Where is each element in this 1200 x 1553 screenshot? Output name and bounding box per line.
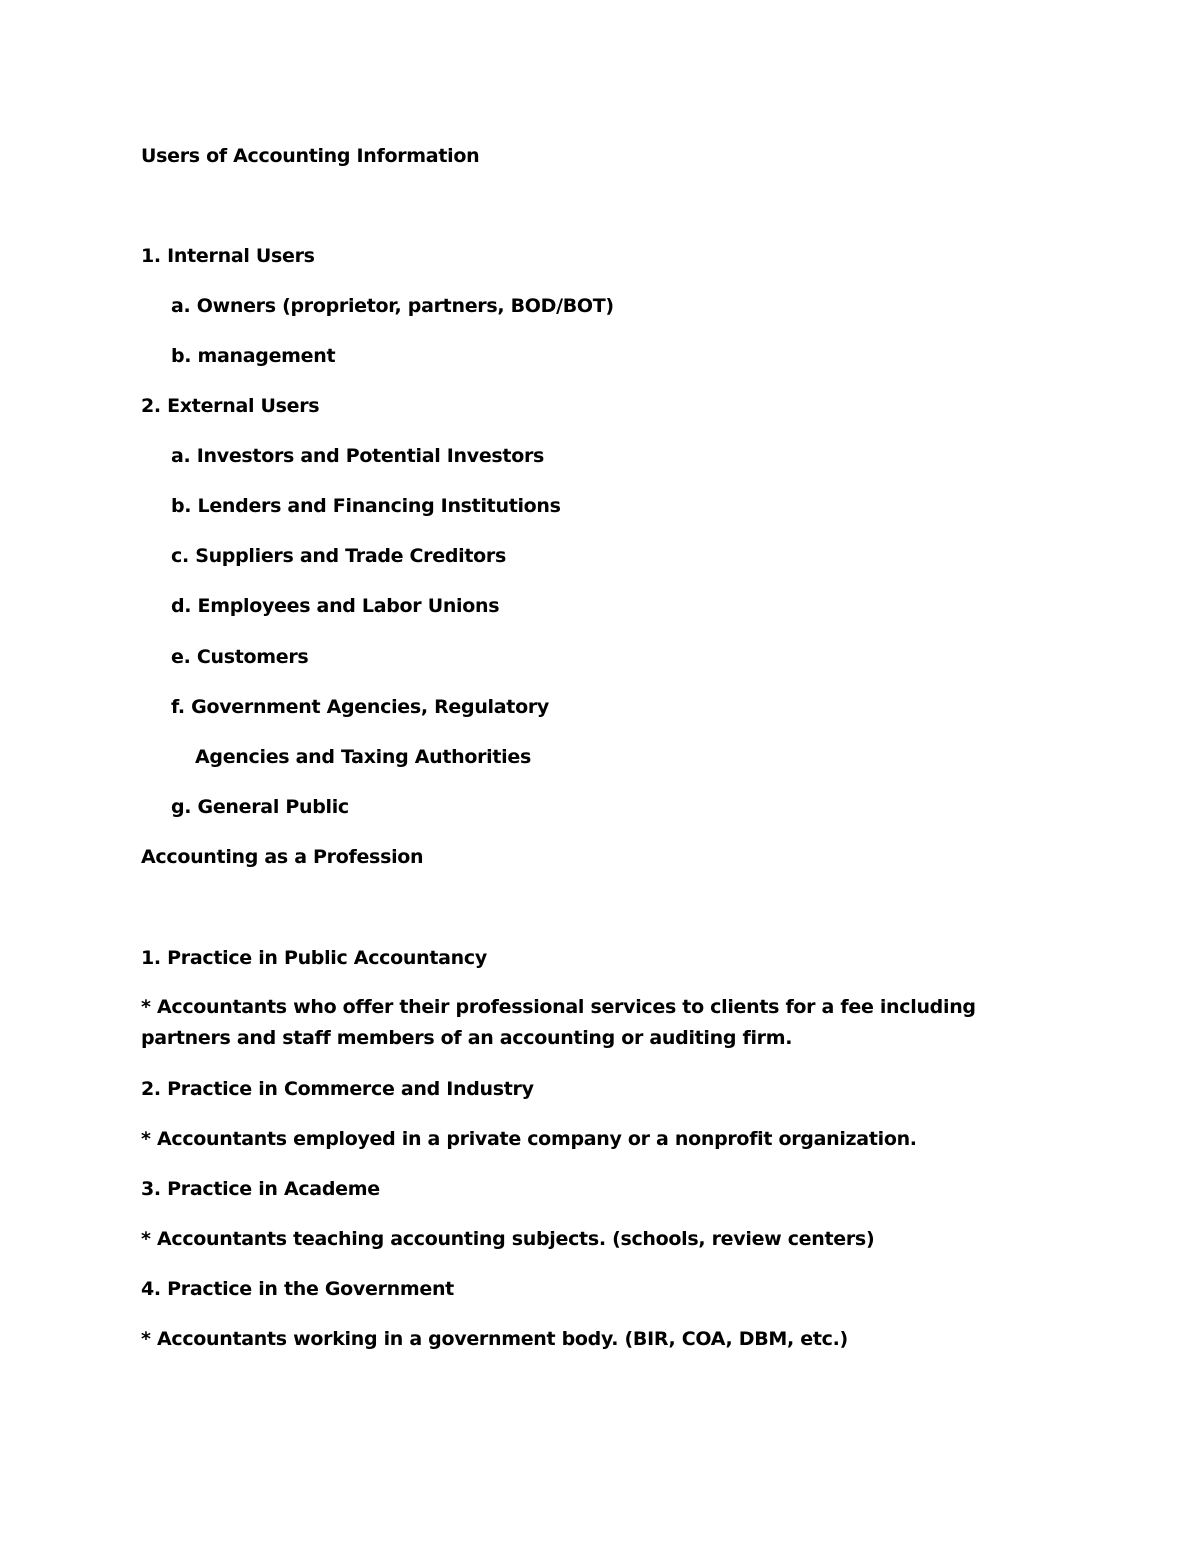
- practice-description: * Accountants teaching accounting subjects. (schools, review centers): [141, 1228, 875, 1250]
- practice-description: * Accountants employed in a private company or a nonprofit organization.: [141, 1128, 917, 1150]
- external-users-item: b. Lenders and Financing Institutions: [171, 495, 561, 517]
- external-users-item: f. Government Agencies, Regulatory: [171, 696, 549, 718]
- external-users-item-continuation: Agencies and Taxing Authorities: [195, 746, 531, 768]
- internal-users-heading: 1. Internal Users: [141, 245, 315, 267]
- practice-description: * Accountants working in a government body. (BIR, COA, DBM, etc.): [141, 1328, 848, 1350]
- section-title-users: Users of Accounting Information: [141, 145, 480, 167]
- external-users-heading: 2. External Users: [141, 395, 320, 417]
- external-users-item: e. Customers: [171, 646, 309, 668]
- practice-description: * Accountants who offer their professional services to clients for a fee including partners and staff members of an accounting or auditing firm.: [141, 996, 976, 1049]
- practice-heading: 3. Practice in Academe: [141, 1178, 380, 1200]
- internal-users-item: a. Owners (proprietor, partners, BOD/BOT): [171, 295, 614, 317]
- internal-users-item: b. management: [171, 345, 336, 367]
- external-users-item: d. Employees and Labor Unions: [171, 595, 500, 617]
- external-users-item: g. General Public: [171, 796, 349, 818]
- external-users-item: a. Investors and Potential Investors: [171, 445, 545, 467]
- section-title-profession: Accounting as a Profession: [141, 846, 424, 868]
- external-users-item: c. Suppliers and Trade Creditors: [171, 545, 506, 567]
- practice-heading: 2. Practice in Commerce and Industry: [141, 1078, 534, 1100]
- practice-heading: 1. Practice in Public Accountancy: [141, 947, 487, 969]
- practice-heading: 4. Practice in the Government: [141, 1278, 454, 1300]
